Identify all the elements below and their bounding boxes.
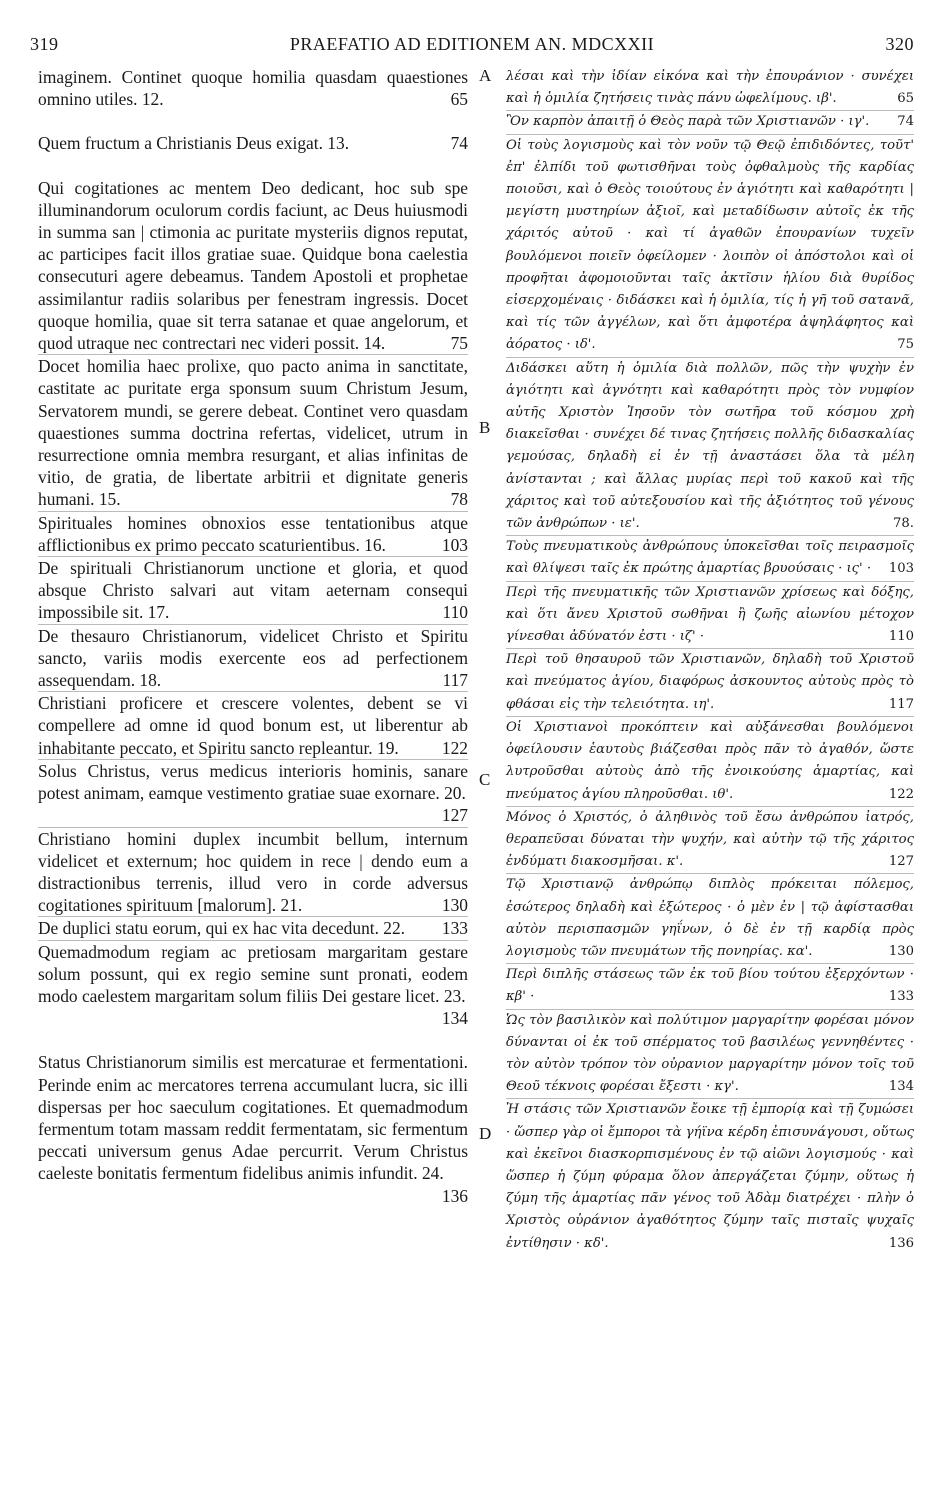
margin-letter-a: A	[479, 66, 492, 85]
page-reference: 78	[450, 489, 468, 510]
greek-entry-text: Μόνος ὁ Χριστός, ὁ ἀληθινὸς τοῦ ἔσω ἀνθρώπου ἰατρός, θεραπεῦσαι δύναται τὴν ψυχήν, καὶ αὐτὴν τῷ τῆς χάριτος ἐνδύματι διακοσμῆσαι. κ'.	[506, 809, 914, 870]
greek-entry-text: Οἱ Χριστιανοὶ προκόπτειν καὶ αὐξάνεσθαι βουλόμενοι ὀφείλουσιν ἑαυτοὺς βιάζεσθαι πρὸς πᾶν τὸ ἀγαθόν, ὥστε λυτροῦσθαι αὐτοὺς ἀπὸ τῆς ἐνοικούσης ἁμαρτίας, καὶ πνεύματος ἁγίου πληροῦσθαι. ιθ'.	[506, 719, 914, 802]
page-reference: 134	[441, 1008, 468, 1029]
latin-entry-text: Christiano homini duplex incumbit bellum, internum videlicet et externum; hoc quidem in rece | dendo eum a distractionibus terrenis, illud vero in corde adversus cogitationes spirituum [malorum]. 21.	[38, 828, 468, 916]
latin-entry	[38, 511, 468, 556]
page-reference: 75	[450, 333, 468, 354]
paragraph-gap	[38, 110, 468, 132]
page-reference: 133	[888, 989, 914, 1005]
page-reference: 127	[888, 854, 914, 870]
greek-entry	[506, 1009, 914, 1099]
greek-entry	[506, 1098, 914, 1254]
paragraph-gap	[38, 1029, 468, 1051]
margin-letter-d: D	[479, 1124, 492, 1143]
page-header	[30, 34, 914, 58]
page-reference: 130	[441, 895, 468, 916]
latin-entry-text: Christiani proficere et crescere volentes, debent se vi compellere ad omne id quod bonum est, ut liberentur ab inhabitante peccato, et Spiritu sancto repleantur. 19.	[38, 693, 468, 758]
latin-entry-text: Status Christianorum similis est mercaturae et fermentationi. Perinde enim ac mercatores terrena accumulant lucra, sic illi dispersas per hoc saeculum cogitationes. Et quemadmodum fermentum totam massam reddit fermentatam, sic fermentum peccati universum genus Adae percurrit. Verum Christus caeleste bonitatis fermentum fidelibus animis infundit. 24.	[38, 1052, 468, 1184]
greek-entry-text: Οἱ τοὺς λογισμοὺς καὶ τὸν νοῦν τῷ Θεῷ ἐπιδιδόντες, τοῦτ' ἐπ' ἐλπίδι τοῦ φωτισθῆναι τοὺς ὀφθαλμοὺς τῆς καρδίας ποιοῦσι, καὶ ὁ Θεὸς τοιούτους ἐν ἁγιότητι καὶ καθαρότητι | μεγίστη μυστηρίων ἀξιοῖ, καὶ μεταδίδωσιν αὐτοῖς ἐκ τῆς χάριτός αὐτοῦ · καὶ τί ἀγαθῶν ἐπουρανίων τυχεῖν βουλόμενοι ποιεῖν ὀφείλομεν · λοιπὸν οἱ ἀπόστολοι καὶ οἱ προφῆται ἀφομοιοῦνται ταῖς ἀκτῖσιν ἡλίου διὰ θυρίδος εἰσερχομέναις · διδάσκει καὶ ἡ ὁμιλία, τίς ἡ γῆ τοῦ σατανᾶ, καὶ τίς τῶν ἀγγέλων, καὶ ὅτι ἀμφοτέρα ἀψηλάφητος καὶ ἀόρατος · ιδ'.	[506, 137, 914, 353]
greek-entry-text: λέσαι καὶ τὴν ἰδίαν εἰκόνα καὶ τὴν ἐπουράνιον · συνέχει καὶ ἡ ὁμιλία ζητήσεις τινὰς πάνυ ὠφελίμους. ιβ'.	[506, 69, 914, 107]
greek-entry	[506, 110, 914, 133]
latin-entry	[38, 177, 468, 355]
latin-entry-text: imaginem. Continet quoque homilia quasdam quaestiones omnino utiles. 12.	[38, 67, 468, 110]
latin-entry-text: De spirituali Christianorum unctione et gloria, et quod absque Christo salvari aut vitam aeternam consequi impossibile sit. 17.	[38, 558, 468, 623]
page-reference: 74	[897, 114, 914, 130]
greek-entry	[506, 716, 914, 806]
margin-letter-b: B	[479, 418, 491, 437]
greek-entry	[506, 648, 914, 716]
greek-entry	[506, 581, 914, 649]
page-reference: 134	[888, 1079, 914, 1095]
greek-column	[506, 66, 914, 1255]
greek-entry-text: Ἡ στάσις τῶν Χριστιανῶν ἔοικε τῇ ἐμπορίᾳ καὶ τῇ ζυμώσει · ὥσπερ γὰρ οἱ ἔμποροι τὰ γήϊνα κέρδη ἐπισυνάγουσι, οὕτως καὶ ἐκεῖνοι διασκορπισμένους ἐν τῷ αἰῶνι λογισμούς · καὶ ὥσπερ ἡ ζύμη φύραμα ὅλον ἀπεργάζεται ζύμην, οὕτως ἡ ζύμη τῆς ἁμαρτίας πᾶν γένος τοῦ Ἀδὰμ διατρέχει · πλὴν ὁ Χριστὸς οὐράνιον ἀγαθότητος ζύμην ταῖς πισταῖς ψυχαῖς ἐντίθησιν · κδ'.	[506, 1102, 914, 1251]
page-reference: 133	[441, 918, 468, 939]
page-reference: 117	[442, 670, 468, 691]
page-number-left: 319	[30, 34, 59, 54]
greek-entry-text: Περὶ διπλῆς στάσεως τῶν ἐκ τοῦ βίου τούτου ἐξερχόντων · κβ' ·	[506, 967, 914, 1005]
latin-entry	[38, 556, 468, 624]
latin-entry	[38, 940, 468, 1030]
page-reference: 74	[450, 133, 468, 154]
latin-entry	[38, 132, 468, 154]
latin-entry	[38, 624, 468, 692]
greek-entry-text: Ὃν καρπὸν ἀπαιτῇ ὁ Θεὸς παρὰ τῶν Χριστιανῶν · ιγ'.	[506, 114, 870, 130]
greek-entry-text: Τῷ Χριστιανῷ ἀνθρώπῳ διπλὸς πρόκειται πόλεμος, ἐσώτερος δηλαδὴ καὶ ἐξώτερος · ὁ μὲν ἐν | τῷ ἀφίστασθαι αὐτὸν περισπασμῶν γηΐνων, ὁ δὲ ἐν τῇ καρδίᾳ πρὸς λογισμοὺς τῶν πνευμάτων τῆς πονηρίας. κα'.	[506, 877, 914, 959]
latin-entry-text: Quemadmodum regiam ac pretiosam margaritam gestare solum possunt, qui ex regio semine sunt pronati, eodem modo caelestem margaritam solum filiis Dei gestare licet. 23.	[38, 941, 468, 1006]
greek-entry-text: Περὶ τοῦ θησαυροῦ τῶν Χριστιανῶν, δηλαδὴ τοῦ Χριστοῦ καὶ πνεύματος ἁγίου, διαφόρως ἀσκουντος αὐτοὺς πρὸς τὸ φθάσαι εἰς τὴν τελειότητα. ιη'.	[506, 652, 914, 712]
page-reference: 103	[888, 561, 914, 577]
page-reference: 130	[888, 943, 914, 959]
margin-letter-c: C	[479, 770, 491, 789]
latin-entry-text: Spirituales homines obnoxios esse tentationibus atque afflictionibus ex primo peccato scaturientibus. 16.	[38, 512, 468, 555]
greek-entry-text: Τοὺς πνευματικοὺς ἀνθρώπους ὑποκεῖσθαι τοῖς πειρασμοῖς καὶ θλίψεσι ταῖς ἐκ πρώτης ἁμαρτίας βρυούσαις · ις' ·	[506, 539, 914, 577]
latin-entry-text: De duplici statu eorum, qui ex hac vita decedunt. 22.	[38, 918, 406, 939]
latin-entry	[38, 759, 468, 827]
latin-entry-text: Quem fructum a Christianis Deus exigat. 13.	[38, 133, 350, 154]
page-reference: 65	[897, 91, 914, 107]
latin-entry	[38, 916, 468, 939]
greek-entry	[506, 873, 914, 963]
greek-entry-text: Περὶ τῆς πνευματικῆς τῶν Χριστιανῶν χρίσεως καὶ δόξης, καὶ ὅτι ἄνευ Χριστοῦ σωθῆναι ἢ ζωῆς αἰωνίου μέτοχον γίνεσθαι ἀδύνατόν ἐστι · ιζ' ·	[506, 584, 914, 645]
greek-entry	[506, 357, 914, 536]
page-reference: 75	[897, 337, 914, 353]
page-reference: 122	[441, 737, 468, 758]
page-reference: 110	[888, 629, 914, 645]
latin-entry-text: Solus Christus, verus medicus interioris hominis, sanare potest animam, eamque vestimento gratiae suae exornare. 20.	[38, 760, 468, 804]
latin-column	[38, 66, 468, 1207]
page-reference: 103	[441, 534, 468, 555]
greek-entry	[506, 134, 914, 357]
latin-entry-text: Qui cogitationes ac mentem Deo dedicant, hoc sub spe illuminandorum oculorum cordis faciunt, ac Deus huiusmodi in summa san | ctimonia ac puritate mysteriis dignos reputat, ac participes facit illos gratiae suae. Quidque bona caelestia consecuturi agere debeamus. Tandem Apostoli et prophetae assimilantur radiis solaribus per fenestram ingressis. Docet quoque homilia, quae sit terra satanae et quae angelorum, et quod utraque nec contrectari nec videri possit. 14.	[38, 177, 468, 354]
latin-entry-text: De thesauro Christianorum, videlicet Christo et Spiritu sancto, variis modis exercente eos ad perfectionem assequendam. 18.	[38, 625, 468, 691]
paragraph-gap	[38, 155, 468, 177]
running-title: PRAEFATIO AD EDITIONEM AN. MDCXXII	[289, 34, 655, 54]
greek-entry-text: Διδάσκει αὕτη ἡ ὁμιλία διὰ πολλῶν, πῶς τὴν ψυχὴν ἐν ἁγιότητι καὶ ἁγνότητι καὶ καθαρότητι πρὸς τὸν νυμφίον αὐτῆς Χριστὸν Ἰησοῦν τὸν σωτῆρα τοῦ κόσμου χρὴ διακεῖσθαι · συνέχει δέ τινας ζητήσεις πολλῆς διδασκαλίας γεμούσας, δηλαδὴ εἰ ἐν τῇ ἀναστάσει ὅλα τὰ μέλη ἀνίστανται ; καὶ ἄλλας μυρίας περὶ τοῦ κακοῦ καὶ τῆς χάριτος καὶ τοῦ αὐτεξουσίου καὶ τῆς ἀξιότητος τοῦ γένους τῶν ἀνθρώπων · ιε'.	[506, 360, 914, 532]
greek-entry	[506, 535, 914, 580]
latin-entry	[38, 1051, 468, 1206]
page-reference: 122	[888, 786, 914, 802]
page-reference: 117	[888, 696, 914, 712]
page-reference: 127	[441, 805, 468, 826]
latin-entry-text: Docet homilia haec prolixe, quo pacto anima in sanctitate, castitate ac puritate erga sponsum suum Christum Jesum, Servatorem mundi, se gerere debeat. Continet vero quasdam quaestiones summa doctrina refertas, videlicet, utrum in resurrectione omnia membra resurgant, et alias infinitas de vitio, de gratia, de libertate arbitrii et dignitate generis humani. 15.	[38, 356, 468, 510]
latin-entry	[38, 66, 468, 110]
page-number-right: 320	[885, 34, 914, 54]
latin-entry	[38, 691, 468, 759]
page-reference: 110	[442, 602, 468, 623]
latin-entry	[38, 827, 468, 917]
greek-entry	[506, 963, 914, 1008]
greek-entry	[506, 806, 914, 874]
greek-entry-text: Ὡς τὸν βασιλικὸν καὶ πολύτιμον μαργαρίτην φορέσαι μόνον δύνανται οἱ ἐκ τοῦ σπέρματος τοῦ βασιλέως γεννηθέντες · τὸν αὐτὸν τρόπον τὸν οὐρανιον μαργαρίτην μόνον τοῖς τοῦ Θεοῦ τέκνοις φορέσαι ἔξεστι · κγ'.	[506, 1012, 914, 1095]
greek-entry	[506, 66, 914, 110]
latin-entry	[38, 354, 468, 510]
page-reference: 65	[450, 89, 468, 110]
page-reference: 136	[441, 1185, 468, 1206]
page-reference: 136	[888, 1235, 914, 1251]
page-reference: 78.	[893, 516, 914, 532]
